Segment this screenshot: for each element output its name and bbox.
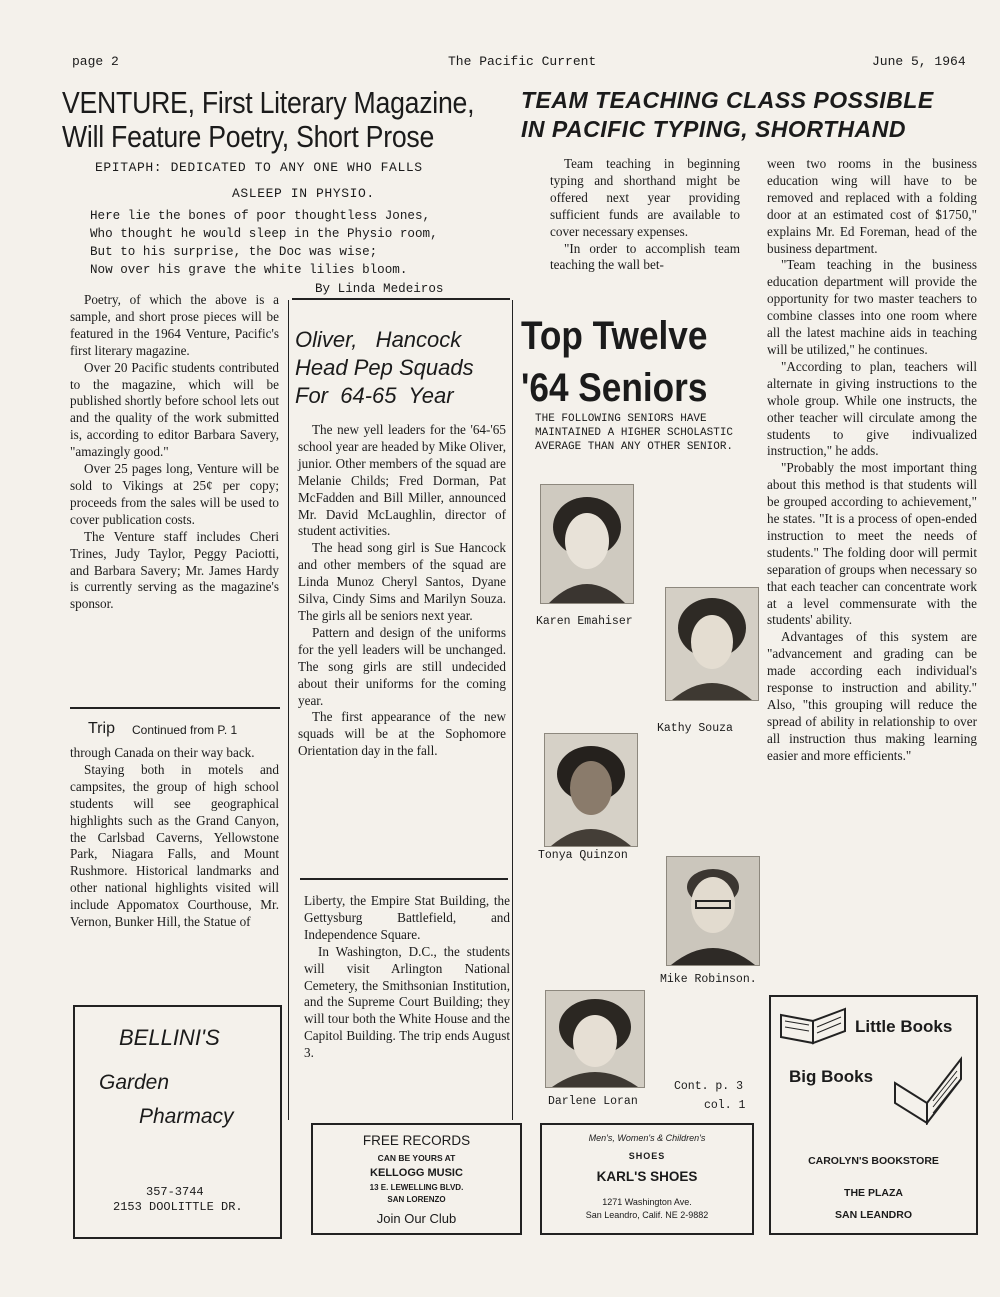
venture-headline-2: Will Feature Poetry, Short Prose xyxy=(62,119,435,154)
pep-headline-1: Oliver, Hancock xyxy=(295,327,462,352)
seniors-intro: THE FOLLOWING SENIORS HAVE MAINTAINED A HIGHER SCHOLASTIC AVERAGE THAN ANY OTHER SENIOR. xyxy=(535,413,734,453)
poem-line: Here lie the bones of poor thoughtless Jones, xyxy=(90,209,431,223)
karls-line-2: SHOES xyxy=(628,1151,666,1161)
venture-article xyxy=(70,292,279,613)
kellogg-line-2: CAN BE YOURS AT xyxy=(377,1153,456,1163)
pep-paragraph: The first appearance of the new squads will be at the Sophomore Orientation day in the fall. xyxy=(298,709,506,759)
seniors-continued: Cont. p. 3 xyxy=(674,1080,744,1093)
trip-article xyxy=(70,745,279,931)
karls-line-3: KARL'S SHOES xyxy=(596,1169,698,1184)
venture-paragraph: Poetry, of which the above is a sample, and short prose pieces will be featured in the 1964 Venture, Pacific's first literary magazine. xyxy=(70,292,279,358)
pep-article xyxy=(298,422,506,760)
poem-line: Now over his grave the white lilies bloom. xyxy=(90,263,408,277)
pep-headline-2: Head Pep Squads xyxy=(295,355,474,380)
bellini-address: 2153 DOOLITTLE DR. xyxy=(113,1200,243,1214)
senior-photo xyxy=(665,587,759,701)
column-rule xyxy=(512,300,513,1120)
trip-continued: Continued from P. 1 xyxy=(132,723,238,737)
divider xyxy=(70,707,280,709)
senior-photo xyxy=(544,733,638,847)
bellini-ad xyxy=(73,1005,282,1239)
trip-paragraph: through Canada on their way back. xyxy=(70,745,255,760)
divider xyxy=(300,878,508,880)
page-number: page 2 xyxy=(72,54,119,69)
divider xyxy=(292,298,510,300)
bellini-name: BELLINI'S xyxy=(119,1025,220,1050)
karls-line-1: Men's, Women's & Children's xyxy=(588,1133,706,1143)
team-paragraph: "Team teaching in the business education department will provide the opportunity for two master teachers to combine classes into one room where all the latest machine aids in teaching will be utilized," he continues. xyxy=(767,257,977,357)
team-paragraph: "Probably the most important thing about this method is that students will be grouped according to achievement," he states. "It is a process of open-ended instruction to meet the needs of students." The folding door will permit separation of groups when necessary so that each teacher can concentrate work at a level commensurate with the students' ability. xyxy=(767,460,977,628)
bellini-line-2: Garden xyxy=(99,1071,170,1094)
poem-line: Who thought he would sleep in the Physio room, xyxy=(90,227,438,241)
carolyn-line-2: Big Books xyxy=(789,1067,874,1086)
senior-name: Karen Emahiser xyxy=(536,615,633,628)
team-paragraph: ween two rooms in the business education wing will have to be removed and replaced with a folding door at an estimated cost of $1750," explains Mr. Ed Foreman, head of the business department. xyxy=(767,156,977,256)
trip-article-continued xyxy=(304,893,510,1062)
venture-paragraph: Over 25 pages long, Venture will be sold to Vikings at 25¢ per copy; proceeds from the sales will be used to cover publication costs. xyxy=(70,461,279,527)
trip-paragraph: Staying both in motels and campsites, the group of high school students will see geographical highlights such as the Grand Canyon, the Carlsbad Caverns, Yellowstone Park, Niagara Falls, and Mount Rushmore. Historical landmarks and other national highlights visited will include Appomatox Courthouse, Mr. Vernon, Bunker Hill, the Statue of xyxy=(70,761,279,930)
team-paragraph: Team teaching in beginning typing and shorthand might be offered next year providing sufficient funds are available to cover necessary expenses. xyxy=(550,156,740,239)
senior-photo xyxy=(545,990,645,1088)
pep-paragraph: Pattern and design of the uniforms for the yell leaders will be unchanged. The song girls are still undecided about their uniforms for the coming year. xyxy=(298,624,506,708)
team-headline-2: IN PACIFIC TYPING, SHORTHAND xyxy=(521,116,906,142)
kellogg-line-4: 13 E. LEWELLING BLVD. xyxy=(369,1183,464,1192)
team-article-col2 xyxy=(767,156,977,765)
kellogg-ad xyxy=(311,1123,522,1235)
senior-name: Kathy Souza xyxy=(657,722,733,735)
kellogg-line-3: KELLOGG MUSIC xyxy=(370,1167,463,1179)
carolyn-line-1: Little Books xyxy=(855,1017,953,1036)
senior-name: Mike Robinson. xyxy=(660,973,757,986)
open-book-icon xyxy=(889,1053,967,1125)
karls-line-4: 1271 Washington Ave. xyxy=(602,1197,692,1207)
kellogg-line-1: FREE RECORDS xyxy=(362,1133,471,1148)
trip-title: Trip xyxy=(88,720,115,737)
senior-name: Tonya Quinzon xyxy=(538,849,628,862)
senior-photo xyxy=(666,856,760,966)
venture-paragraph: The Venture staff includes Cheri Trines, Judy Taylor, Peggy Paciotti, and Barbara Savery; Mr. James Hardy is currently serving as the magazine's sponsor. xyxy=(70,528,279,612)
column-rule xyxy=(288,300,289,1120)
open-book-icon xyxy=(777,1005,851,1045)
seniors-headline-2: '64 Seniors xyxy=(521,366,708,410)
seniors-headline-1: Top Twelve xyxy=(521,314,708,358)
carolyn-ad xyxy=(769,995,978,1235)
team-paragraph: "In order to accomplish team teaching the wall bet- xyxy=(550,240,740,273)
karls-ad xyxy=(540,1123,754,1235)
venture-paragraph: Over 20 Pacific students contributed to the magazine, which will be published shortly before school lets out and the quality of the work submitted is, according to editor Barbara Savery, "amazingly good." xyxy=(70,359,279,460)
pep-paragraph: The new yell leaders for the '64-'65 school year are headed by Mike Oliver, junior. Other members of the squad are Melanie Childs; Fred Dorman, Pat McFadden and Bill Miller, announced Mr. David McLaughlin, director of student activities. xyxy=(298,422,506,539)
epitaph-title: EPITAPH: DEDICATED TO ANY ONE WHO FALLS xyxy=(95,160,423,175)
seniors-continued-col: col. 1 xyxy=(704,1099,746,1112)
trip-paragraph: In Washington, D.C., the students will visit Arlington National Cemetery, the Smithsonian Institution, and the Supreme Court Building; they will tour both the White House and the Capitol Building. The trip ends August 3. xyxy=(304,943,510,1061)
poem-byline: By Linda Medeiros xyxy=(315,282,444,296)
karls-line-5: San Leandro, Calif. NE 2-9882 xyxy=(585,1210,709,1220)
poem xyxy=(90,207,510,279)
senior-name: Darlene Loran xyxy=(548,1095,638,1108)
paper-name: The Pacific Current xyxy=(448,54,597,69)
carolyn-line-3: CAROLYN'S BOOKSTORE xyxy=(808,1155,939,1167)
pep-paragraph: The head song girl is Sue Hancock and other members of the squad are Linda Munoz Cheryl Santos, Dyane Silva, Cindy Sims and Marilyn Souza. The girls all be seniors next year. xyxy=(298,540,506,623)
issue-date: June 5, 1964 xyxy=(872,54,966,69)
team-article-col1 xyxy=(550,156,740,274)
kellogg-line-5: SAN LORENZO xyxy=(387,1195,446,1204)
pep-headline-3: For 64-65 Year xyxy=(295,383,454,408)
senior-photo xyxy=(540,484,634,604)
bellini-line-3: Pharmacy xyxy=(139,1105,234,1128)
team-paragraph: "According to plan, teachers will alternate in giving instructions to the whole group. While one instructs, the other teacher will circulate among the students to give indivualized instruction," he adds. xyxy=(767,358,977,459)
poem-line: But to his surprise, the Doc was wise; xyxy=(90,245,378,259)
carolyn-line-5: SAN LEANDRO xyxy=(834,1209,912,1221)
epitaph-title-2: ASLEEP IN PHYSIO. xyxy=(232,186,375,201)
trip-paragraph: Liberty, the Empire Stat Building, the Gettysburg Battlefield, and Independence Square. xyxy=(304,893,510,942)
venture-headline-1: VENTURE, First Literary Magazine, xyxy=(62,85,475,120)
team-headline-1: TEAM TEACHING CLASS POSSIBLE xyxy=(521,87,934,113)
team-paragraph: Advantages of this system are "advancement and grading can be made according each individual's response to instruction and ability." Also, "this grouping will reduce the spread of ability in relationship to over all instruction thus making learning easier and more efficients." xyxy=(767,629,977,763)
kellogg-line-6: Join Our Club xyxy=(376,1211,457,1226)
bellini-phone: 357-3744 xyxy=(146,1185,204,1199)
carolyn-line-4: THE PLAZA xyxy=(844,1187,903,1199)
